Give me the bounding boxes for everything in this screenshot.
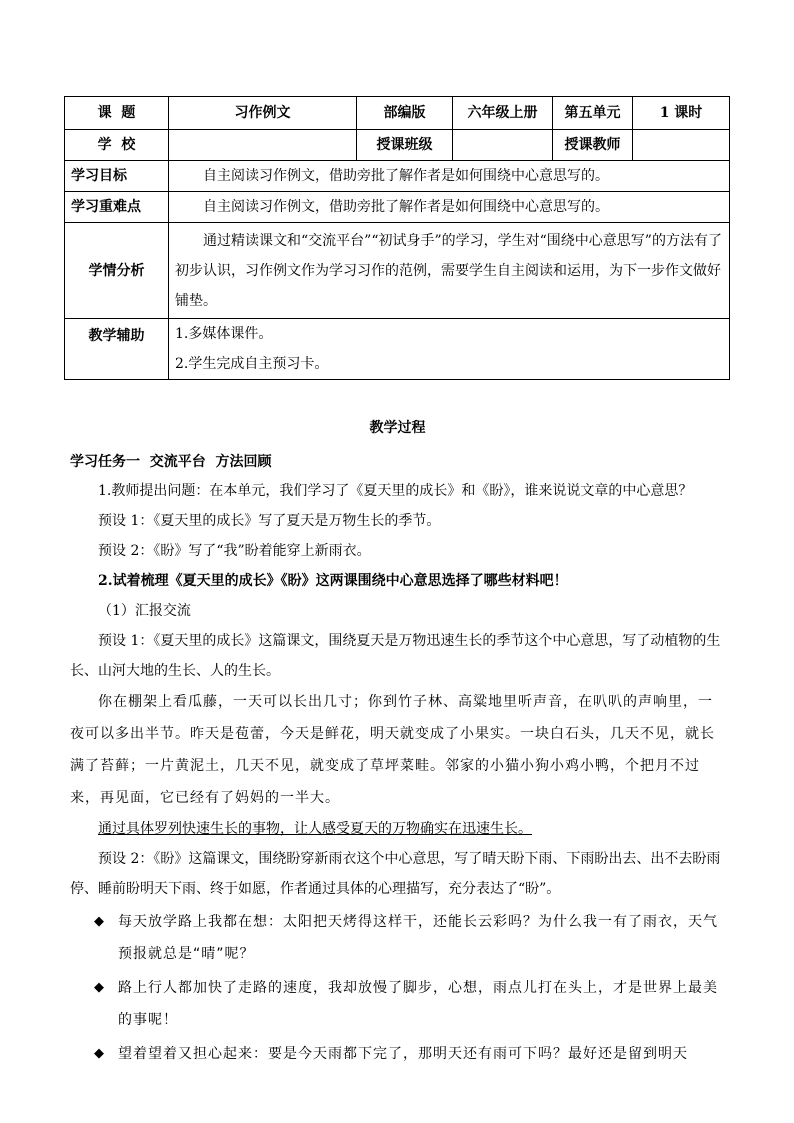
bullet-item: ◆ 望着望着又担心起来：要是今天雨都下完了，那明天还有雨可下吗？最好还是留到明天 [70,1038,725,1070]
cell-class-label: 授课班级 [357,130,453,161]
cell-goal-label: 学习目标 [65,161,169,192]
question-2: 2.试着梳理《夏天里的成长》《盼》这两课围绕中心意思选择了哪些材料吧！ [98,573,568,589]
bullet-item: ◆ 路上行人都加快了走路的速度，我却放慢了脚步，心想，雨点儿打在头上，才是世界上最美的事呢！ [70,972,725,1036]
cell-unit: 第五单元 [553,97,633,130]
preset-1: 预设 1：《夏天里的成长》写了夏天是万物生长的季节。 [98,513,441,529]
answer-1: 预设 1：《夏天里的成长》这篇课文，围绕夏天是万物迅速生长的季节这个中心意思，写了动植物的生长、山河大地的生长、人的生长。 [70,633,721,679]
cell-topic-label: 课 题 [65,97,169,130]
cell-edition: 部编版 [357,97,453,130]
cell-analysis-text: 通过精读课文和“交流平台”“初试身手”的学习，学生对“围绕中心意思写”的方法有了初步认识，习作例文作为学习习作的范例，需要学生自主阅读和运用，为下一步作文做好铺垫。 [169,223,730,319]
teaching-process [70,412,725,1072]
cell-key-label: 学习重难点 [65,192,169,223]
cell-goal-text: 自主阅读习作例文，借助旁批了解作者是如何围绕中心意思写的。 [169,161,730,192]
bullet-item: ◆ 每天放学路上我都在想：太阳把天烤得这样干，还能长云彩吗？为什么我一有了雨衣，天气预报就总是“晴”呢？ [70,906,725,970]
cell-school-value [169,130,357,161]
cell-period: 1 课时 [633,97,730,130]
preset-2: 预设 2：《盼》写了“我”盼着能穿上新雨衣。 [98,543,371,559]
answer-2: 预设 2：《盼》这篇课文，围绕盼穿新雨衣这个中心意思，写了晴天盼下雨、下雨盼出去、出不去盼雨停、睡前盼明天下雨、终于如愿，作者通过具体的心理描写，充分表达了“盼”。 [70,851,721,897]
process-title: 教学过程 [369,420,426,436]
diamond-bullet-icon: ◆ [94,1046,105,1061]
aids-item-1: 1.多媒体课件。 [175,326,273,342]
cell-analysis-label: 学情分析 [65,223,169,319]
subsection-1: （1）汇报交流 [98,603,191,619]
cell-school-label: 学 校 [65,130,169,161]
cell-aids-list [169,319,730,380]
lesson-info-table [64,96,730,380]
task1-heading: 学习任务一 交流平台 方法回顾 [70,454,272,470]
cell-class-value [453,130,553,161]
question-1: 1.教师提出问题：在本单元，我们学习了《夏天里的成长》和《盼》，谁来说说文章的中心意思？ [98,483,693,499]
cell-grade: 六年级上册 [453,97,553,130]
aids-item-2: 2.学生完成自主预习卡。 [175,356,329,372]
quote-summer-growth: 你在棚架上看瓜藤，一天可以长出几寸；你到竹子林、高粱地里听声音，在叭叭的声响里，一夜可以多出半节。昨天是苞蕾，今天是鲜花，明天就变成了小果实。一块白石头，几天不见，就长满了苔藓；一片黄泥土，几天不见，就变成了草坪菜畦。邻家的小猫小狗小鸡小鸭，个把月不过来，再见面，它已经有了妈妈的一半大。 [70,694,715,806]
cell-aids-label: 教学辅助 [65,319,169,380]
cell-topic-value: 习作例文 [169,97,357,130]
cell-teacher-value [633,130,730,161]
summary-1-wrap [70,814,725,844]
summary-1: 通过具体罗列快速生长的事物，让人感受夏天的万物确实在迅速生长。 [98,821,532,837]
cell-teacher-label: 授课教师 [553,130,633,161]
diamond-bullet-icon: ◆ [94,980,105,995]
diamond-bullet-icon: ◆ [94,914,105,929]
cell-key-text: 自主阅读习作例文，借助旁批了解作者是如何围绕中心意思写的。 [169,192,730,223]
